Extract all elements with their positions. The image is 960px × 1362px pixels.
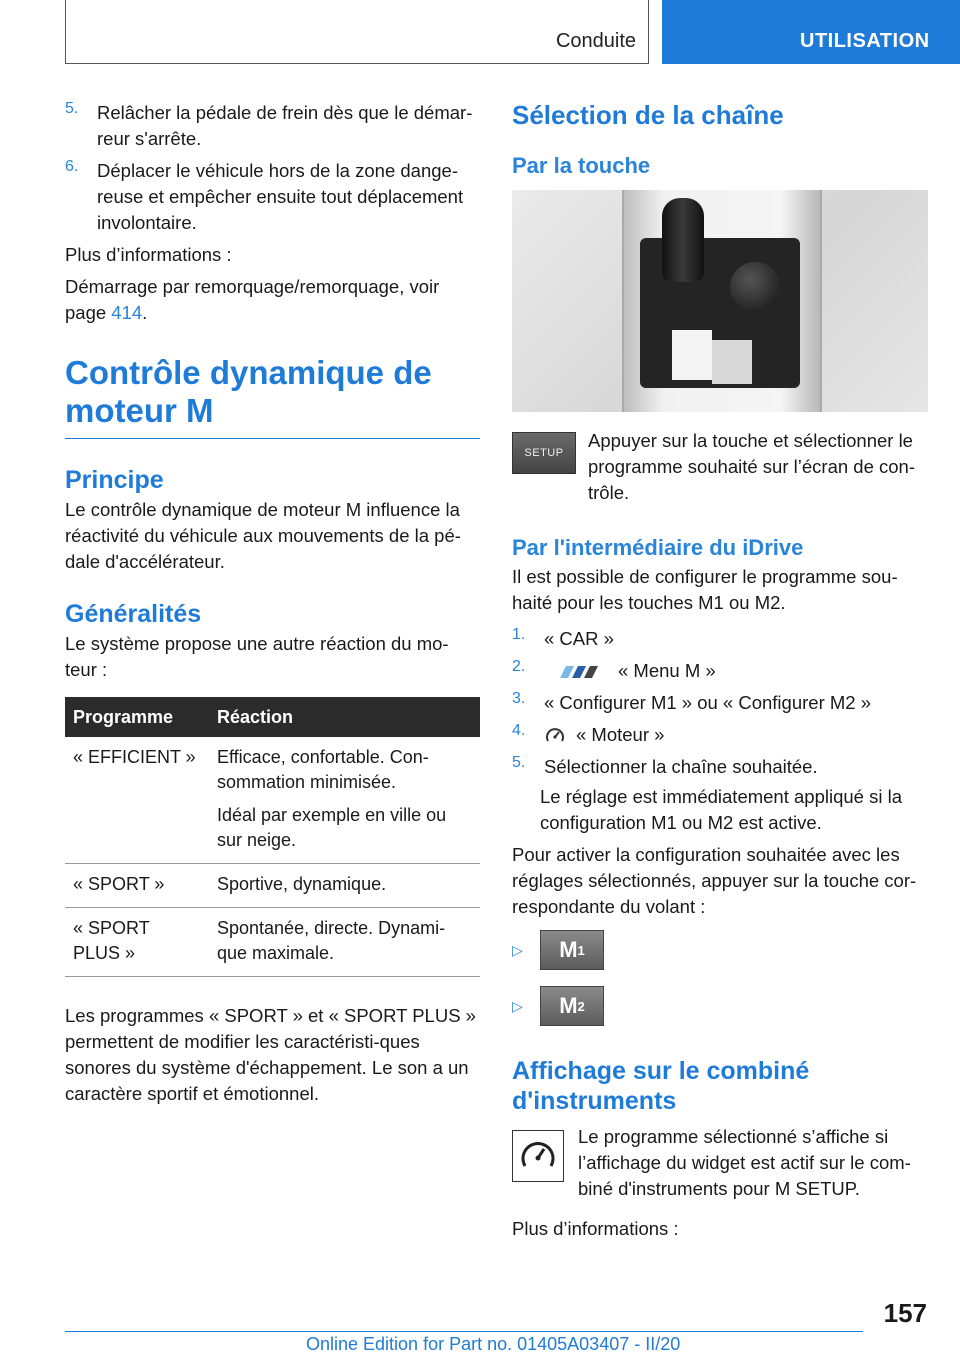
step-text: « CAR » xyxy=(544,628,614,649)
step-text: Relâcher la pédale de frein dès que le démar-reur s'arrête. xyxy=(97,102,473,149)
step-number: 6. xyxy=(65,158,79,175)
m2-button-icon xyxy=(540,986,604,1026)
setup-text xyxy=(588,428,928,506)
step-item xyxy=(65,100,480,152)
step-text xyxy=(544,658,928,684)
general-text: Le système propose une autre réaction du mo-teur : xyxy=(65,633,449,680)
general-heading: Généralités xyxy=(65,600,202,628)
reaction-cell xyxy=(209,864,480,908)
console-pad-shape xyxy=(672,330,712,380)
table-header-reaction: Réaction xyxy=(209,697,480,737)
m-button-sup: 1 xyxy=(577,942,585,958)
more-info-label: Plus d’informations : xyxy=(65,244,232,265)
idrive-knob-shape xyxy=(730,262,780,312)
gear-lever-shape xyxy=(662,198,704,282)
table-row xyxy=(65,737,480,864)
reaction-text: Idéal par exemple en ville ou sur neige. xyxy=(217,805,447,850)
step-number: 1. xyxy=(512,626,526,643)
program-cell: « SPORT » xyxy=(65,864,209,908)
step-item xyxy=(65,158,480,236)
m-button-label: M xyxy=(559,993,578,1018)
program-cell: « SPORT PLUS » xyxy=(65,908,209,977)
table-header-program: Programme xyxy=(65,697,209,737)
more-info-label: Plus d’informations : xyxy=(512,1218,679,1239)
engine-gauge-icon xyxy=(544,725,566,747)
header-tab xyxy=(662,0,960,64)
setup-text-content: Appuyer sur la touche et sélectionner le programme souhaité sur l’écran de con-trôle. xyxy=(588,430,915,503)
table-header-row xyxy=(65,697,480,737)
speedometer-icon xyxy=(518,1136,558,1176)
step-text xyxy=(544,722,928,748)
m-button-sup: 2 xyxy=(577,998,585,1014)
step-text: « Configurer M1 » ou « Configurer M2 » xyxy=(544,692,872,713)
m-button-label: M xyxy=(559,937,578,962)
step-text-label: « Moteur » xyxy=(576,724,665,745)
center-console-photo xyxy=(512,190,928,412)
reaction-text: Efficace, confortable. Con-sommation minimisée. xyxy=(217,747,429,792)
step-item xyxy=(512,626,928,652)
principle-text: Le contrôle dynamique de moteur M influence la réactivité du véhicule aux mouvements de la pé-dale d'accélérateur. xyxy=(65,499,461,572)
idrive-text: Il est possible de configurer le programme sou-haité pour les touches M1 ou M2. xyxy=(512,566,898,613)
header-section-box xyxy=(65,0,649,64)
reaction-text: Spontanée, directe. Dynami-que maximale. xyxy=(217,918,446,963)
m-menu-icon xyxy=(554,665,606,679)
footer-edition: Online Edition for Part no. 01405A03407 - II/20 xyxy=(306,1334,681,1354)
triangle-bullet-icon: ▷ xyxy=(512,997,523,1014)
page-number: 157 xyxy=(883,1298,927,1328)
reaction-text: Sportive, dynamique. xyxy=(217,874,387,894)
setup-button-icon: SETUP xyxy=(512,432,576,474)
display-heading: Affichage sur le combiné d'instruments xyxy=(512,1057,810,1115)
triangle-bullet-icon: ▷ xyxy=(512,941,523,958)
section-title: Contrôle dynamique de moteur M xyxy=(65,354,480,439)
program-cell: « EFFICIENT » xyxy=(65,737,209,864)
step-text-label: « Menu M » xyxy=(618,660,716,681)
step-item xyxy=(512,722,928,748)
step-item xyxy=(512,658,928,684)
left-column xyxy=(65,100,480,1107)
header-section-title: Conduite xyxy=(555,30,636,52)
reaction-cell xyxy=(209,737,480,864)
cross-reference xyxy=(65,274,480,326)
principle-heading: Principe xyxy=(65,466,164,494)
step-number: 5. xyxy=(65,100,79,117)
closing-text: Les programmes « SPORT » et « SPORT PLUS » permettent de modifier les caractéristi-ques sonores du système d'échappement. Le son a un caractère sportif et émotionnel. xyxy=(65,1005,476,1104)
console-pad-shape xyxy=(712,340,752,384)
display-text: Le programme sélectionné s’affiche si l’affichage du widget est actif sur le com-biné d'instruments pour M SETUP. xyxy=(578,1126,911,1199)
idrive-heading: Par l'intermédiaire du iDrive xyxy=(512,535,804,560)
setup-instruction xyxy=(512,428,928,506)
chain-selection-title: Sélection de la chaîne xyxy=(512,100,784,130)
reaction-cell xyxy=(209,908,480,977)
program-table xyxy=(65,697,480,977)
m1-button-icon xyxy=(540,930,604,970)
step-number: 3. xyxy=(512,690,526,707)
step-text: Déplacer le véhicule hors de la zone dange-reuse et empêcher ensuite tout déplacement involontaire. xyxy=(97,160,464,233)
step-text: Sélectionner la chaîne souhaitée. xyxy=(544,756,818,777)
cross-reference-text: Démarrage par remorquage/remorquage, voir page xyxy=(65,276,440,323)
step-number: 4. xyxy=(512,722,526,739)
m1-button-item xyxy=(512,930,928,970)
footer-rule xyxy=(65,1331,863,1332)
step-number: 5. xyxy=(512,754,526,771)
gauge-box xyxy=(512,1130,564,1182)
page-link[interactable]: 414 xyxy=(111,302,143,323)
step-item xyxy=(512,754,928,780)
right-column xyxy=(512,100,928,1242)
m2-button-item xyxy=(512,986,928,1026)
display-instruction xyxy=(512,1124,928,1202)
activate-text: Pour activer la configuration souhaitée avec les réglages sélectionnés, appuyer sur la touche cor-respondante du volant : xyxy=(512,844,917,917)
header-tab-label: UTILISATION xyxy=(800,30,930,52)
table-row xyxy=(65,908,480,977)
step-number: 2. xyxy=(512,658,526,675)
cross-reference-end: . xyxy=(142,302,148,323)
step5-note: Le réglage est immédiatement appliqué si la configuration M1 ou M2 est active. xyxy=(540,786,902,833)
step-item xyxy=(512,690,928,716)
table-row xyxy=(65,864,480,908)
by-button-heading: Par la touche xyxy=(512,153,651,178)
